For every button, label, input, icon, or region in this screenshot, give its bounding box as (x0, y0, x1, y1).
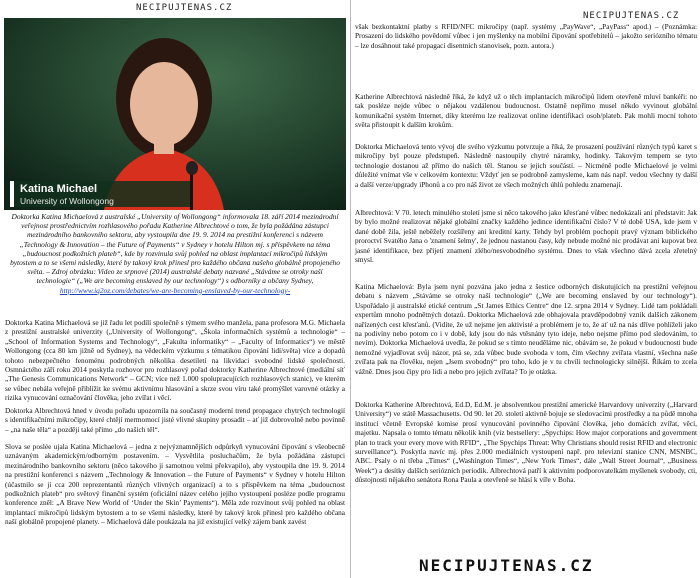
right-paragraph-1: však bezkontaktní platby s RFID/NFC mikročipy (např. systémy „PayWave“, „PayPass“ apod.) – (Poznámka: Prosazení do lidského povědomí vůbec i jen myšlenky na mobilní čipování spotřebitelů – jakožto seriózního tématu – lze dosáhnout také propagací disentních stanovisek, pozn. autora.) (355, 22, 697, 50)
left-paragraph-2: Doktorka Albrechtová hned v úvodu pořadu upozornila na současný moderní trend propagace chytrých technologií s identifikačními mikročipy, které chtějí mermomocí jisté vlivné skupiny prosadit – ať již dobrovolně nebo povinně – „na naše těla“ a později také přímo „do našich těl“. (5, 406, 345, 434)
right-column (350, 0, 700, 578)
right-paragraph-4: Albrechtová: V 70. letech minulého století jsme si něco takového jako křesťané vůbec nedokázali ani představit: Jak by bylo možné realizovat nějaké globální značky každého jedince identifikační číslo? V té době USA, kde jsem v dané době žila, ještě neběžely rozšířeny ani kreditní karty. Tehdy byl problém pochopit pravý význam biblického proroctví Svatého Jana o 'znamení šelmy', že jednou nastanou časy, kdy nebude možné nic prodávat ani kupovat bez jasné identifikace, bez přijetí znamení zlého/nesvobodného systému. Dnes to však všechno dává zcela zřetelný smysl. (355, 208, 697, 265)
right-paragraph-3: Doktorka Michaelová tento vývoj dle svého výzkumu potvrzuje a říká, že prosazení používání různých typů karet s mikročipy byl pouze předstupeň. Následně nastoupily chytré náramky, hodinky. Takovým tempem se tyto technologie dostanou až přímo do našich těl. Stanou se jejich součástí. – Nicméně podle Michaelové je velmi důležité vnímat vše v celkovém kontextu: Vždyť jen se podrobně zamysleme, kam nás např. vedou všechny ty další a další verze/upgrady iPhonů a co pro náš život ze všech možných úhlů pohledu znamenají. (355, 142, 697, 189)
photo-name-label: Katina Michael (20, 183, 98, 195)
speaker-photo (4, 18, 346, 210)
speaker-illustration (4, 18, 346, 210)
watermark-top-right: NECIPUJTENAS.CZ (583, 11, 680, 21)
photo-caption (10, 212, 340, 295)
right-paragraph-6: Doktorka Katherine Albrechtová, Ed.D, Ed.M. je absolventkou prestižní americké Harvardovy univerzity („Harvard University“) ve státě Massachusetts. Od 90. let 20. století aktivně bojuje se sledovacími prostředky a na půdě mnoha institucí včetně Evropské komise prosí vynucování povinného čipování člověka, jeho domácích zvířat, věcí, majetku. Napsala o tomto tématu několik knih (viz bestsellery: „Spychips: How major corporations and government plan to track your every move with RFID“, „The Spychips Threat: Why Christians should resist RFID and electronic surveillance“). Poskytla navíc mj. přes 2.000 mediálních vystoupení např. pro televizní stanice CNN, MSNBC, ABC. Psaly o ní třeba „Times“ („Washington Times“, „New York Times“, dále „Wall Street Journal“, „Business Week“) a desítky dalších seriózních periodik. Albrechtová patří k aktivním podporovatelkám myšlenek svobody, cti, důstojnosti nějakého senátora Rona Paula a otevřeně se hlásí k víře v Boha. (355, 400, 697, 485)
left-paragraph-1: Doktorka Katina Michaelová se již řadu let podílí společně s týmem svého manžela, pana profesora M.G. Michaela z prestižní australské univerzity („University of Wollongong“, „Škola informačních systémů a technologie“ – „School of Information Systems and Technology“, „Fakulta informatiky“ – „Faculty of Informatics“) ve městě Wollongong (cca 80 km jižně od Sydney), na vědeckém výzkumu s tématikou čipování lidí/světa) více a dopadů tohoto nebezpečného fenoménu podrobných několika desetiletí na likvidaci svobodné lidské společnosti. Osmnáctého září roku 2014 poskytla rozhovor pro rozhlasový pořad doktorky Katherine Albrechtové (mediální síť „The Genesis Communications Network“ – GCN; více než 1.000 spolupracujících rozhlasových stanic), ve kterém se vůbec nebála veřejně přiblížit ke svému aktivnímu hlasování a skrze svou víru také promýšlet varovné otázky a rizika vynucování označování člověka, jeho zvířat i věcí. (5, 318, 345, 403)
right-paragraph-5: Katina Michaelová: Byla jsem nyní pozvána jako jedna z šestice odborných diskutujících na prestižní veřejnou debatu s názvem „Stáváme se otroky naší technologie“ („We are becoming enslaved by our technology“). Uspořádalo ji australské etické centrum „St James Ethics Centre“ dne 12. srpna 2014 v Sydney. Lidé tam pokládali expertům mnoho podnětných dotazů. Doktorka Michaelová zde obhajovala pravděpodobný vznik dalších zákonem nařízených cest křesťanů. (Vidíte, že už nejsme jen aktivisté a problémem je to, že ať už na nás dříve pohlíželi jako na podivíny nebo potom co i v době, kdy jsou do nás vtěsnány tyto ideje, nebo nejsme přímo pod sledováním, to nevím). Doktorka Michaelová uvedla, že pokud se s tímto neuděláme nic, obávám se, že pokud v budoucnosti bude nemožné vyjadřovat svůj názor, ptá se, zda vůbec bude svoboda v tom, čím všechny zvířata vlastní, všechna naše zvířata pak na člověku, nejen „Jsem svobodný“ pro toho, kdo je v tu chvíli technologicky silnější. Říkám to zcela vážně. Dnes jsou čipy pro lidi a nebo pro jejich zvířata? To je otázka. (355, 282, 697, 376)
caption-text: Doktorka Katina Michaelová z australské „University of Wollongong“ informovala 18. září 2014 mezinárodní veřejnost prostřednictvím rozhlasového pořadu Katherine Albrechtové o tom, že byla požádána zástupci mezinárodního bankovního sektoru, aby vystoupila dne 19. 9. 2014 na prestižní konferenci s názvem „Technology & Innovation – the Future of Payments“ v Sydney v hotelu Hilton mj. s příspěvkem na téma „budoucnost podkožních plateb“, kde by rozvinula svůj pohled na oblast implantací mikročipů lidským bytostem a to se všemi následky, které by takový krok přinesl pro každého občana našeho globálně propojeného světa. – Zdroj obrázku: Video ze srpnové (2014) australské debaty nazvané „Stáváme se otroky naší technologie“ („We are becoming enslaved by our technology“) s odborníky a občany Sydney, (10, 212, 340, 286)
left-paragraph-3: Slova se poslée ujala Katina Michaelová – jedna z nejvýznamnějších odpůrkyň vynucování čipování s všeobecně uznávaným akademickým/odborným postavením. – Vysvětlila posluchačům, že byla požádána zástupci mezinárodního bankovního sektoru (něco takového ji samotnou velmi překvapilo), aby vystoupila dne 19. 9. 2014 na prestižní konferenci s názvem „Technology & Innovation – the Future of Payments“ v Sydney v hotelu Hilton (účastnilo se jí cca 200 reprezentantů různých vlivných organizací) a to s příspěvkem na téma „budoucnost podkožních plateb“ pro světový finanční systém (oficiální název celého jejího vystoupení posléze podle programu konference zněl: „A Brave New World of ‘Under the Skin’ Payments“). Měla zde rozvinout svůj pohled na oblast implantací mikročipů lidským bytostem a to se všemi následky, které by takový krok přinesl pro každého občana naší globálně propojené planety. – Michaelová dále poukázala na již existující velký zájem bank zavést (5, 442, 345, 527)
watermark-top-left: NECIPUJTENAS.CZ (136, 3, 233, 13)
watermark-bottom: NECIPUJTENAS.CZ (419, 556, 594, 575)
right-paragraph-2: Katherine Albrechtová následně říká, že když už o těch implantacích mikročipů lidem otevřeně mluví bankéři: no tak posléze nejde vůbec o nějakou vzdálenou budoucnost. Ostatně nepřímo musel někdo vyvinout globální komunikační systém Internet, díky kterému lze realizovat online identifikaci osob/plateb. Pak mohli mocní tohoto světa přistoupit k dalším krokům. (355, 92, 697, 130)
caption-link[interactable]: http://www.iq2oz.com/debates/we-are-becoming-enslaved-by-our-technology- (59, 285, 291, 295)
photo-affiliation-label: University of Wollongong (20, 196, 114, 206)
